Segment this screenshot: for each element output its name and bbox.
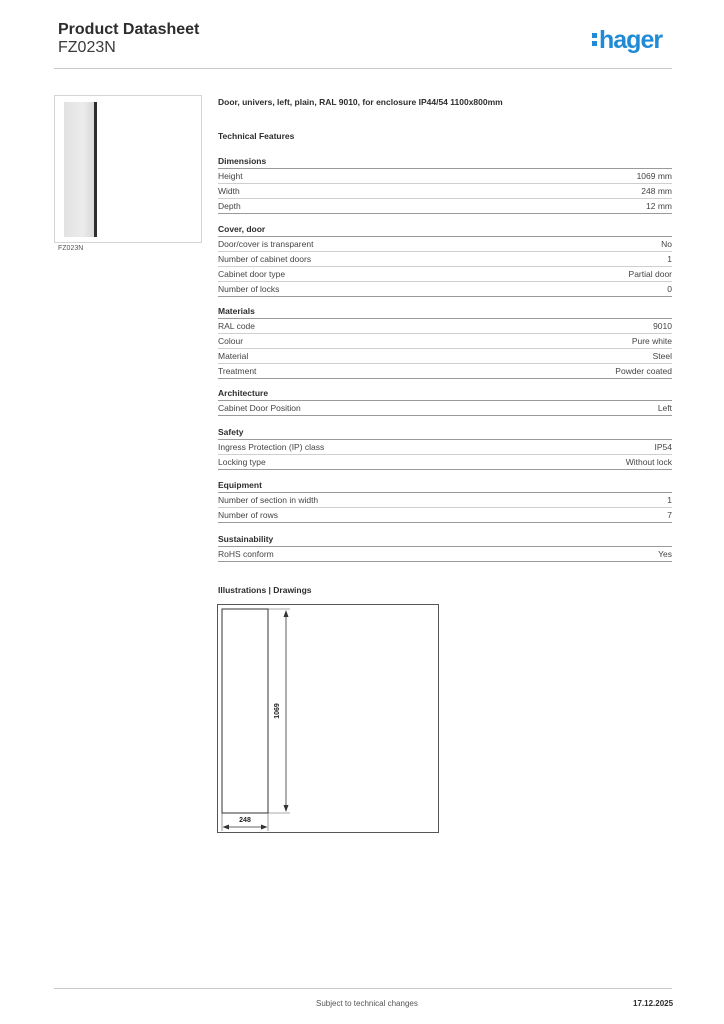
spec-value: Steel <box>652 351 672 361</box>
door-picture <box>64 102 95 237</box>
spec-label: Door/cover is transparent <box>218 239 314 249</box>
spec-row <box>218 334 672 349</box>
height-arrow-bottom-icon <box>284 805 289 812</box>
section-title: Materials <box>218 304 672 319</box>
height-arrow-top-icon <box>284 610 289 617</box>
door-drawing-svg <box>218 605 440 834</box>
spec-section-sustainability <box>218 532 672 562</box>
product-image-caption: FZ023N <box>58 245 84 252</box>
spec-section-cover-door <box>218 222 672 297</box>
logo-dots-icon <box>592 31 597 47</box>
spec-row <box>218 349 672 364</box>
spec-row <box>218 493 672 508</box>
section-title: Sustainability <box>218 532 672 547</box>
page-title: Product Datasheet <box>58 21 200 38</box>
spec-row <box>218 547 672 562</box>
spec-label: Number of section in width <box>218 495 319 505</box>
spec-label: Depth <box>218 201 241 211</box>
section-title: Dimensions <box>218 154 672 169</box>
spec-section-dimensions <box>218 154 672 214</box>
spec-value: No <box>661 239 672 249</box>
hager-logo <box>592 28 662 53</box>
spec-row <box>218 455 672 470</box>
spec-row <box>218 508 672 523</box>
spec-row <box>218 252 672 267</box>
section-title: Architecture <box>218 386 672 401</box>
spec-value: Without lock <box>625 457 672 467</box>
spec-label: Ingress Protection (IP) class <box>218 442 325 452</box>
spec-row <box>218 199 672 214</box>
spec-row <box>218 440 672 455</box>
product-code: FZ023N <box>58 39 116 56</box>
spec-row <box>218 184 672 199</box>
logo-text: hager <box>599 26 663 54</box>
illustrations-heading: Illustrations | Drawings <box>218 585 312 595</box>
spec-label: Material <box>218 351 249 361</box>
spec-label: RAL code <box>218 321 256 331</box>
footer-divider <box>54 988 672 989</box>
section-title: Cover, door <box>218 222 672 237</box>
spec-label: RoHS conform <box>218 549 274 559</box>
spec-value: 7 <box>667 510 672 520</box>
spec-row <box>218 267 672 282</box>
spec-row <box>218 282 672 297</box>
spec-value: Left <box>657 403 672 413</box>
spec-label: Colour <box>218 336 244 346</box>
spec-section-materials <box>218 304 672 379</box>
spec-label: Number of rows <box>218 510 278 520</box>
header-divider <box>54 68 672 69</box>
spec-value: 248 mm <box>641 186 672 196</box>
spec-value: 9010 <box>653 321 672 331</box>
spec-value: IP54 <box>654 442 672 452</box>
spec-value: 0 <box>667 284 672 294</box>
spec-label: Width <box>218 186 240 196</box>
section-title: Safety <box>218 425 672 440</box>
spec-row <box>218 319 672 334</box>
spec-label: Cabinet Door Position <box>218 403 301 413</box>
technical-features-heading: Technical Features <box>218 131 295 141</box>
footer-date: 17.12.2025 <box>633 999 674 1008</box>
spec-value: 1 <box>667 254 672 264</box>
spec-section-equipment <box>218 478 672 523</box>
section-title: Equipment <box>218 478 672 493</box>
spec-label: Cabinet door type <box>218 269 286 279</box>
spec-row <box>218 169 672 184</box>
spec-label: Number of cabinet doors <box>218 254 312 264</box>
spec-value: 1069 mm <box>636 171 672 181</box>
spec-value: 1 <box>667 495 672 505</box>
spec-row <box>218 237 672 252</box>
product-image <box>54 95 202 243</box>
spec-value: 12 mm <box>646 201 672 211</box>
spec-row <box>218 364 672 379</box>
spec-value: Pure white <box>631 336 672 346</box>
door-outline <box>222 609 268 813</box>
spec-section-architecture <box>218 386 672 416</box>
spec-value: Yes <box>658 549 672 559</box>
height-label: 1069 <box>274 703 281 719</box>
spec-row <box>218 401 672 416</box>
spec-value: Powder coated <box>615 366 672 376</box>
spec-value: Partial door <box>628 269 672 279</box>
width-arrow-right-icon <box>261 825 268 830</box>
spec-label: Treatment <box>218 366 257 376</box>
product-description: Door, univers, left, plain, RAL 9010, for enclosure IP44/54 1100x800mm <box>218 97 503 107</box>
width-label: 248 <box>239 817 251 824</box>
footer-note: Subject to technical changes <box>316 999 418 1008</box>
spec-section-safety <box>218 425 672 470</box>
spec-label: Locking type <box>218 457 266 467</box>
width-arrow-left-icon <box>223 825 230 830</box>
spec-label: Height <box>218 171 243 181</box>
dimension-drawing <box>217 604 439 833</box>
spec-label: Number of locks <box>218 284 280 294</box>
